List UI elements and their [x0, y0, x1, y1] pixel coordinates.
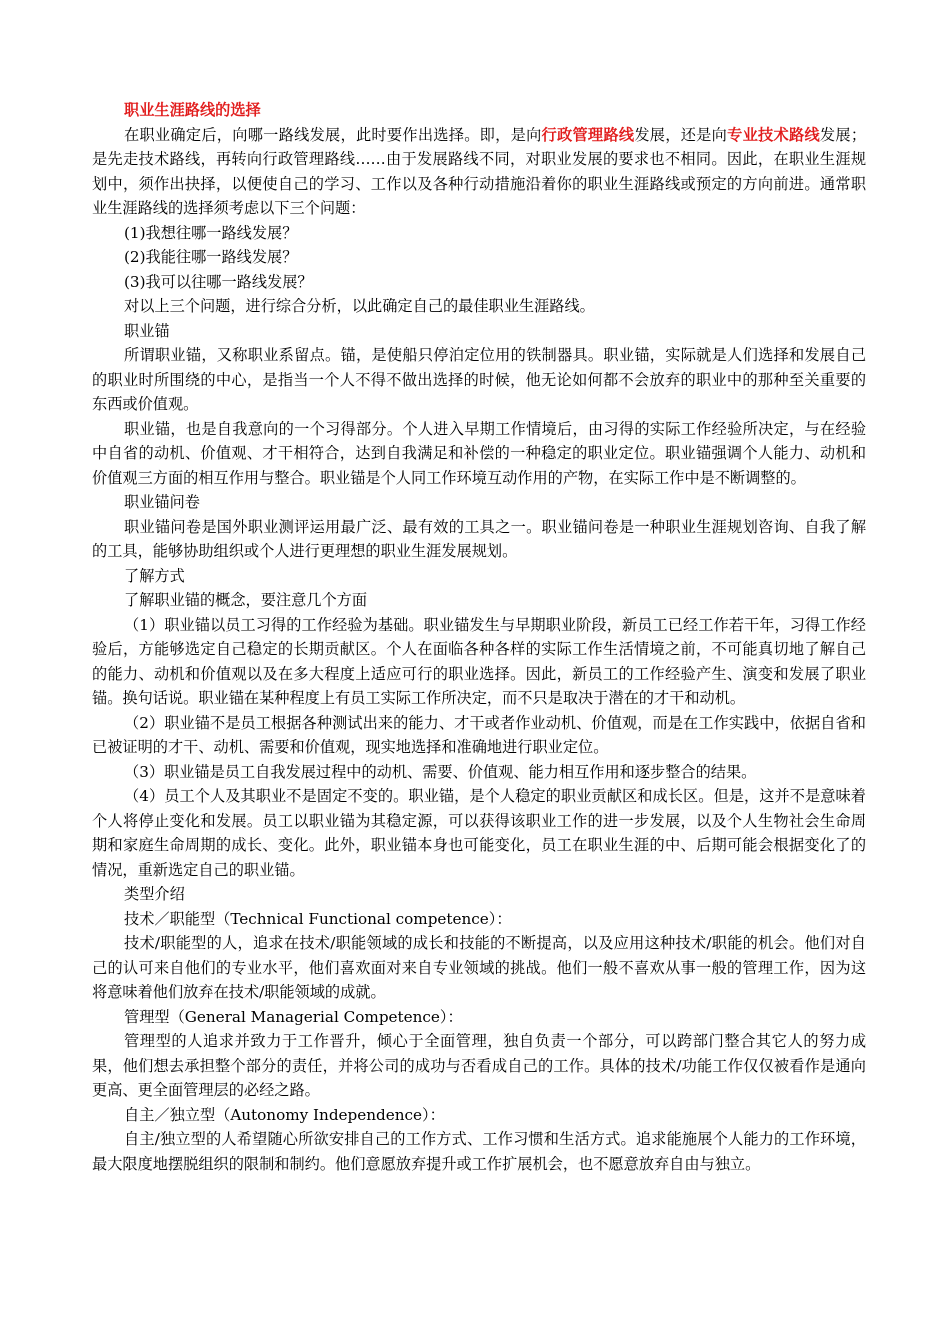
paragraph-questionnaire: 职业锚问卷是国外职业测评运用最广泛、最有效的工具之一。职业锚问卷是一种职业生涯规划咨询、自我了解的工具，能够协助组织或个人进行更理想的职业生涯发展规划。	[92, 517, 866, 560]
heading-career-anchor: 职业锚	[124, 321, 170, 340]
point-3: （3）职业锚是员工自我发展过程中的动机、需要、价值观、能力相互作用和逐步整合的结果。	[124, 762, 757, 781]
question-1: (1)我想往哪一路线发展？	[124, 223, 298, 242]
paragraph-summary: 对以上三个问题，进行综合分析，以此确定自己的最佳职业生涯路线。	[124, 297, 595, 315]
intro-paragraph	[92, 123, 866, 221]
type-managerial-heading: 管理型（General Managerial Competence）：	[124, 1007, 463, 1026]
type-managerial-text: 管理型的人追求并致力于工作晋升，倾心于全面管理，独自负责一个部分，可以跨部门整合其它人的努力成果，他们想去承担整个部分的责任，并将公司的成功与否看成自己的工作。具体的技术/功能工作仅仅被看作是通向更高、更全面管理层的必经之路。	[92, 1032, 866, 1099]
paragraph-anchor-definition: 所谓职业锚，又称职业系留点。锚，是使船只停泊定位用的铁制器具。职业锚，实际就是人们选择和发展自己的职业时所围绕的中心，是指当一个人不得不做出选择的时候，他无论如何都不会放弃的职业中的那种至关重要的东西或价值观。	[92, 346, 866, 413]
paragraph-anchor-self-image: 职业锚，也是自我意向的一个习得部分。个人进入早期工作情境后，由习得的实际工作经验所决定，与在经验中自省的动机、价值观、才干相符合，达到自我满足和补偿的一种稳定的职业定位。职业锚强调个人能力、动机和价值观三方面的相互作用与整合。职业锚是个人同工作环境互动作用的产物，在实际工作中是不断调整的。	[92, 419, 866, 487]
intro-text-2: 发展，还是向	[634, 125, 728, 144]
heading-anchor-questionnaire: 职业锚问卷	[124, 493, 200, 511]
point-2: （2）职业锚不是员工根据各种测试出来的能力、才干或者作业动机、价值观，而是在工作实践中，依据自省和已被证明的才干、动机、需要和价值观，现实地选择和准确地进行职业定位。	[92, 713, 866, 756]
document-page	[92, 98, 866, 1176]
point-1: （1）职业锚以员工习得的工作经验为基础。职业锚发生与早期职业阶段，新员工已经工作若干年，习得工作经验后，方能够选定自己稳定的长期贡献区。个人在面临各种各样的实际工作生活情境之前，不可能真切地了解自己的能力、动机和价值观以及在多大程度上适应可行的职业选择。因此，新员工的工作经验产生、演变和发展了职业锚。换句话说。职业锚在某种程度上有员工实际工作所决定，而不只是取决于潜在的才干和动机。	[92, 615, 866, 707]
paragraph-understanding-intro: 了解职业锚的概念，要注意几个方面	[124, 591, 367, 609]
type-technical-heading: 技术／职能型（Technical Functional competence）：	[124, 909, 512, 928]
type-technical-text: 技术/职能型的人，追求在技术/职能领域的成长和技能的不断提高，以及应用这种技术/职能的机会。他们对自己的认可来自他们的专业水平，他们喜欢面对来自专业领域的挑战。他们一般不喜欢从事一般的管理工作，因为这将意味着他们放弃在技术/职能领域的成就。	[92, 934, 866, 1001]
type-autonomy-heading: 自主／独立型（Autonomy Independence）：	[124, 1105, 445, 1124]
intro-text-1: 在职业确定后，向哪一路线发展，此时要作出选择。即，是向	[124, 125, 542, 144]
point-4: （4）员工个人及其职业不是固定不变的。职业锚，是个人稳定的职业贡献区和成长区。但是，这并不是意味着个人将停止变化和发展。员工以职业锚为其稳定源，可以获得该职业工作的进一步发展，以及个人生物社会生命周期和家庭生命周期的成长、变化。此外，职业锚本身也可能变化，员工在职业生涯的中、后期可能会根据变化了的情况，重新选定自己的职业锚。	[92, 787, 866, 879]
highlight-admin-route: 行政管理路线	[541, 125, 635, 144]
section-title: 职业生涯路线的选择	[124, 101, 261, 119]
type-autonomy-text: 自主/独立型的人希望随心所欲安排自己的工作方式、工作习惯和生活方式。追求能施展个人能力的工作环境，最大限度地摆脱组织的限制和制约。他们意愿放弃提升或工作扩展机会，也不愿意放弃自由与独立。	[92, 1130, 866, 1173]
question-3: (3)我可以往哪一路线发展？	[124, 272, 313, 291]
highlight-tech-route: 专业技术路线	[727, 125, 820, 144]
question-2: (2)我能往哪一路线发展？	[124, 248, 298, 266]
heading-understanding: 了解方式	[124, 566, 185, 585]
heading-types: 类型介绍	[124, 885, 185, 903]
intro-text-3: 发展；是先走技术路线，再转向行政管理路线……由于发展路线不同，对职业发展的要求也不相同。因此，在职业生涯规划中，须作出抉择，以便使自己的学习、工作以及各种行动措施沿着你的职业生涯路线或预定的方向前进。通常职业生涯路线的选择须考虑以下三个问题：	[92, 125, 867, 217]
